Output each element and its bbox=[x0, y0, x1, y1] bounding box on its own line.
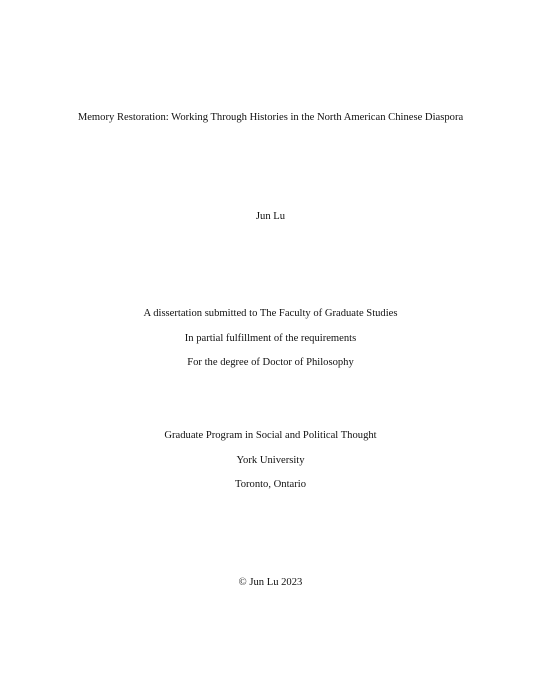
author-name: Jun Lu bbox=[255, 211, 286, 222]
university-location: Toronto, Ontario bbox=[234, 479, 307, 490]
graduate-program: Graduate Program in Social and Political Thought bbox=[164, 430, 377, 441]
dissertation-title: Memory Restoration: Working Through Histories in the North American Chinese Diaspora bbox=[77, 112, 464, 123]
submission-statement: A dissertation submitted to The Faculty of Graduate Studies bbox=[143, 308, 398, 319]
degree-line: For the degree of Doctor of Philosophy bbox=[187, 357, 354, 368]
university-name: York University bbox=[236, 455, 305, 466]
copyright-notice: © Jun Lu 2023 bbox=[238, 577, 303, 588]
partial-fulfillment-line: In partial fulfillment of the requirements bbox=[184, 333, 357, 344]
